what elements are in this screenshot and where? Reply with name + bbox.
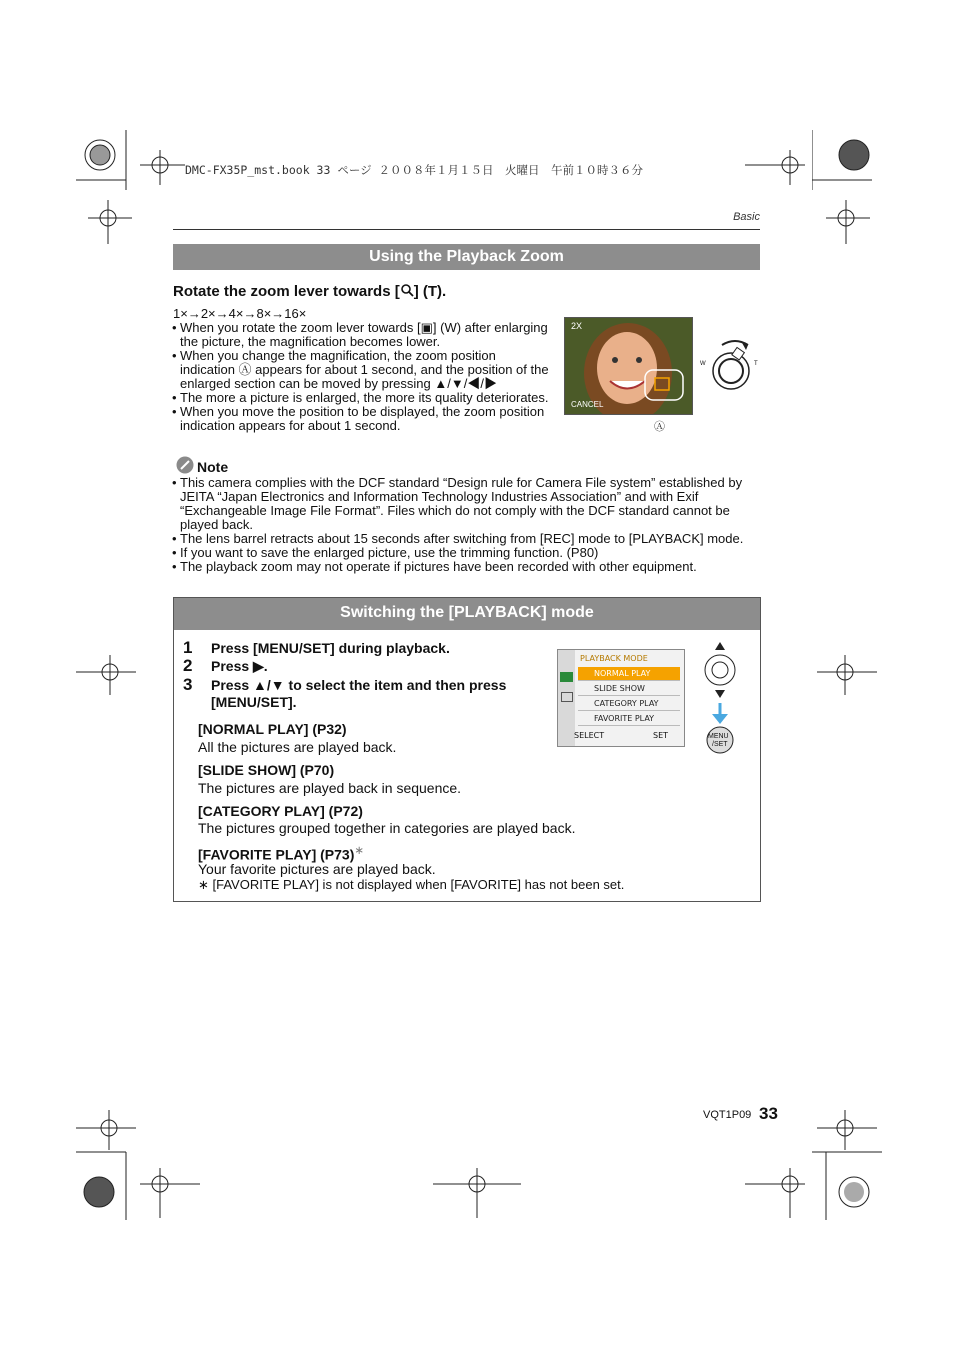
- menu-set-button-label-1: MENU: [708, 733, 729, 740]
- marker-a: Ⓐ: [654, 421, 665, 433]
- menu-select-label: SELECT: [574, 731, 605, 740]
- zoom-lever-icon: [700, 335, 764, 395]
- option-title: [SLIDE SHOW] (P70): [198, 762, 335, 778]
- option-title: [CATEGORY PLAY] (P72): [198, 803, 363, 819]
- step-number: 3: [183, 675, 193, 694]
- registration-mark: [433, 1168, 521, 1218]
- menu-item-category-play[interactable]: CATEGORY PLAY: [578, 697, 680, 711]
- footnote: ∗ [FAVORITE PLAY] is not displayed when [FAVORITE] has not been set.: [198, 877, 625, 892]
- menu-side-tabs: [558, 650, 575, 746]
- zoom-level-label: 2X: [571, 321, 583, 331]
- option-desc: All the pictures are played back.: [198, 739, 397, 755]
- registration-mark: [76, 655, 136, 695]
- registration-mark: [817, 655, 877, 695]
- menu-set-label: SET: [653, 731, 669, 740]
- list-item: • When you change the magnification, the zoom position indication Ⓐ appears for about 1 second, and the position of the enlarged section can be moved by pressing ▲/▼/◀/▶: [172, 349, 554, 391]
- zoom-heading: Rotate the zoom lever towards [ ] (T).: [173, 283, 447, 300]
- print-header: DMC-FX35P_mst.book 33 ページ ２００８年１月１５日 火曜日 午前１０時３６分: [185, 163, 644, 177]
- registration-mark: [140, 150, 190, 190]
- option-desc: Your favorite pictures are played back.: [198, 861, 436, 877]
- step-text: Press ▲/▼ to select the item and then press [MENU/SET].: [211, 677, 507, 710]
- registration-mark: [812, 1150, 882, 1220]
- lever-w-label: W: [700, 361, 706, 367]
- list-item: • The more a picture is enlarged, the more its quality deteriorates.: [172, 391, 554, 405]
- zoom-bullets: [172, 321, 554, 433]
- footer-code: VQT1P09: [703, 1109, 752, 1121]
- cancel-label: CANCEL: [571, 400, 604, 409]
- list-item: • The playback zoom may not operate if pictures have been recorded with other equipment.: [172, 560, 760, 574]
- magnifier-icon: [400, 283, 414, 297]
- registration-mark: [812, 130, 872, 190]
- list-item: • The lens barrel retracts about 15 seconds after switching from [REC] mode to [PLAYBACK] mode.: [172, 532, 760, 546]
- wrench-tab-icon: [561, 712, 571, 720]
- playback-mode-menu: [557, 649, 685, 747]
- header-rule: [173, 229, 760, 230]
- playback-section-banner: Switching the [PLAYBACK] mode: [174, 598, 760, 630]
- registration-mark: [76, 1110, 136, 1150]
- step-text: Press [MENU/SET] during playback.: [211, 640, 450, 656]
- menu-title: PLAYBACK MODE: [580, 654, 648, 663]
- registration-mark: [826, 200, 870, 244]
- registration-mark: [817, 1110, 877, 1150]
- option-desc: The pictures grouped together in categories are played back.: [198, 820, 576, 836]
- pencil-note-icon: [176, 456, 194, 474]
- step-number: 1: [183, 638, 193, 657]
- menu-item-favorite-play[interactable]: FAVORITE PLAY: [578, 712, 680, 726]
- asterisk-mark: ∗: [354, 844, 365, 857]
- menu-item-slide-show[interactable]: SLIDE SHOW: [578, 682, 680, 696]
- registration-mark: [140, 1168, 200, 1218]
- list-item: • When you move the position to be displayed, the zoom position indication appears for about 1 second.: [172, 405, 554, 433]
- step-text: Press ▶.: [211, 658, 268, 674]
- mode-tab-icon: [560, 672, 573, 682]
- registration-mark: [745, 150, 805, 190]
- menu-set-button-label-2: /SET: [712, 741, 728, 748]
- option-desc: The pictures are played back in sequence.: [198, 780, 462, 796]
- step-number: 2: [183, 656, 193, 675]
- zoom-sequence: 1×→2×→4×→8×→16×: [173, 306, 307, 321]
- zoomed-photo: [564, 317, 693, 415]
- zoom-section-banner: Using the Playback Zoom: [173, 244, 760, 270]
- menu-item-normal-play[interactable]: NORMAL PLAY: [578, 667, 680, 681]
- option-title: [NORMAL PLAY] (P32): [198, 721, 347, 737]
- list-item: • This camera complies with the DCF standard “Design rule for Camera File system” established by JEITA “Japan Electronics and Information Technology Industries Association” and with Exif “Exchangeable Image File Format”. Files which do not comply with the DCF standard cannot be played back.: [172, 476, 760, 532]
- playback-section-box: [173, 597, 761, 902]
- registration-mark: [745, 1168, 805, 1218]
- note-title: Note: [197, 459, 229, 475]
- list-item: • If you want to save the enlarged picture, use the trimming function. (P80): [172, 546, 760, 560]
- list-item: • When you rotate the zoom lever towards [▣] (W) after enlarging the picture, the magnification becomes lower.: [172, 321, 554, 349]
- registration-mark: [76, 1150, 136, 1220]
- cursor-button-illustration: [700, 640, 740, 760]
- registration-mark: [76, 130, 136, 190]
- section-label: Basic: [733, 211, 760, 223]
- lever-t-label: T: [754, 361, 758, 367]
- option-title: [FAVORITE PLAY] (P73)∗: [198, 844, 365, 863]
- note-bullets: [172, 476, 760, 574]
- page-number: 33: [759, 1104, 778, 1123]
- playback-tab-icon: [561, 692, 573, 702]
- registration-mark: [88, 200, 132, 244]
